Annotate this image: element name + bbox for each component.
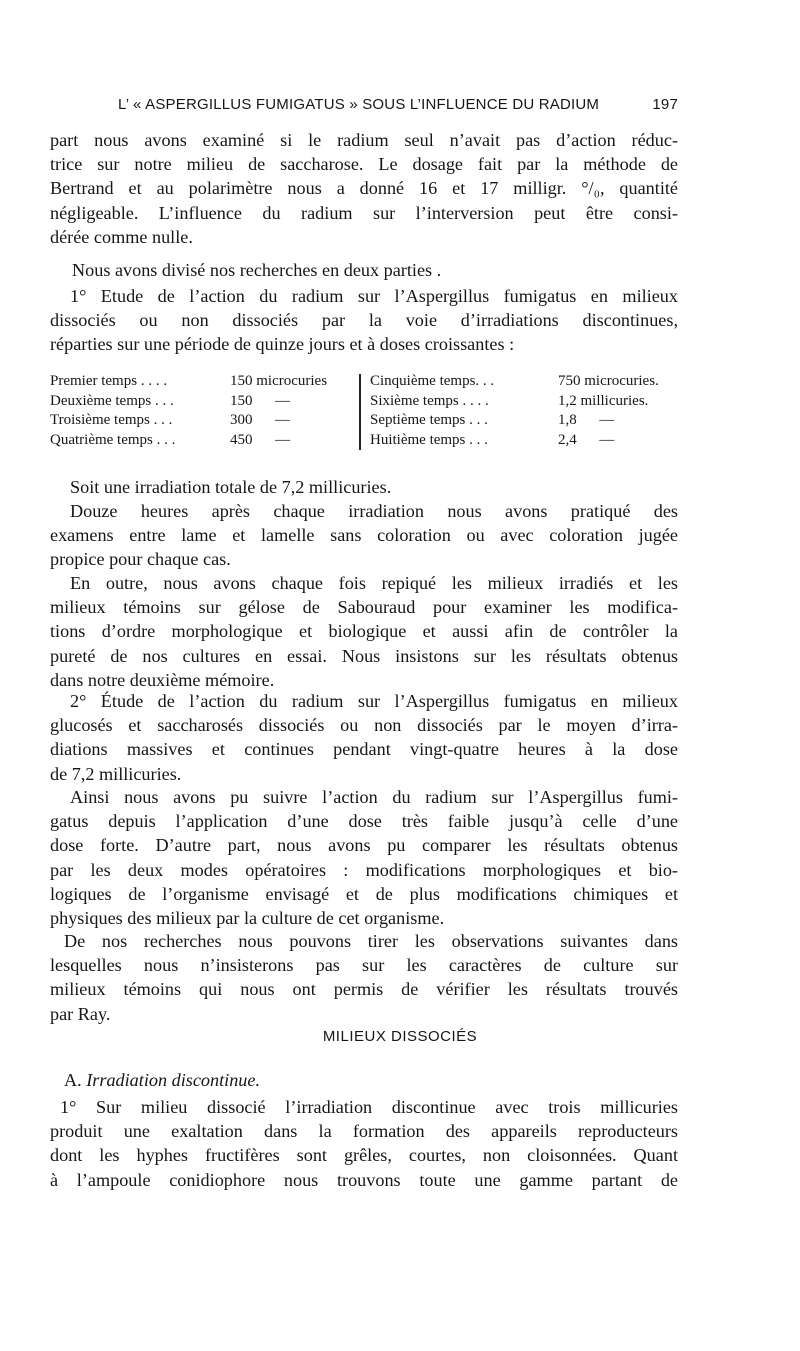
text-line: physiques des milieux par la culture de cet organisme. (50, 908, 445, 929)
row-label: Deuxième temps . . . (50, 392, 174, 409)
irradiation-schedule-table (50, 372, 680, 452)
row-label: Quatrième temps . . . (50, 431, 176, 448)
text-line: Bertrand et au polarimètre nous a donné 16 et 17 milligr. °/₀, quantité (50, 178, 678, 199)
subheading-letter: A. (64, 1070, 82, 1090)
text-line: Douze heures après chaque irradiation nous avons pratiqué des (70, 501, 678, 521)
subheading-title: Irradiation discontinue. (86, 1070, 261, 1090)
text-line: En outre, nous avons chaque fois repiqué les milieux irradiés et les (70, 573, 678, 593)
row-label: Septième temps . . . (370, 412, 488, 428)
table-row (370, 411, 680, 431)
text-line: gatus depuis l’application d’une dose très faible jusqu’à celle d’une (50, 811, 678, 832)
text-line: De nos recherches nous pouvons tirer les observations suivantes dans (64, 931, 678, 951)
paragraph-2 (72, 258, 678, 282)
paragraph-10 (50, 1095, 678, 1192)
paragraph-5 (50, 499, 678, 572)
text-line: dose forte. D’autre part, nous avons pu comparer les résultats obtenus (50, 835, 678, 856)
text-line: par Ray. (50, 1003, 111, 1024)
text-line: à l’ampoule conidiophore nous trouvons toute une gamme partant de (50, 1169, 678, 1190)
text-line: dans notre deuxième mémoire. (50, 669, 275, 690)
subheading (64, 1070, 260, 1091)
text-line: propice pour chaque cas. (50, 549, 231, 570)
text-line: milieux témoins qui nous ont permis de vérifier les résultats trouvés (50, 979, 678, 1000)
table-row (50, 392, 355, 412)
running-header (118, 96, 678, 120)
text-line: Nous avons divisé nos recherches en deux parties . (72, 260, 442, 280)
text-line: Soit une irradiation totale de 7,2 millicuries. (70, 477, 392, 497)
paragraph-8 (50, 785, 678, 930)
section-heading: MILIEUX DISSOCIÉS (322, 1028, 478, 1045)
text-line: par les deux modes opératoires : modifications morphologiques et bio- (50, 859, 678, 880)
row-dose: 1,8 — (558, 412, 615, 428)
row-dose: 450 — (230, 431, 290, 448)
text-line: examens entre lame et lamelle sans coloration ou avec coloration jugée (50, 525, 678, 546)
paragraph-6 (50, 571, 678, 692)
text-line: logiques de l’organisme envisagé et de plus modifications chimiques et (50, 883, 678, 904)
paragraph-1 (50, 128, 678, 249)
text-line: Ainsi nous avons pu suivre l’action du radium sur l’Aspergillus fumi- (70, 787, 678, 807)
paragraph-9 (50, 929, 678, 1026)
row-label: Huitième temps . . . (370, 431, 488, 448)
table-row (370, 392, 680, 412)
paragraph-4 (70, 475, 678, 499)
text-line: diations massives et continues pendant vingt-quatre heures à la dose (50, 739, 678, 760)
text-line: milieux témoins sur gélose de Sabouraud pour examiner les modifica- (50, 597, 678, 618)
text-line: part nous avons examiné si le radium seul n’avait pas d’action réduc- (50, 130, 678, 150)
text-line: 2° Étude de l’action du radium sur l’Aspergillus fumigatus en milieux (70, 691, 678, 711)
row-label: Sixième temps . . . . (370, 392, 489, 409)
text-line: lesquelles nous n’insisterons pas sur les caractères de culture sur (50, 955, 678, 976)
text-line: tions d’ordre morphologique et biologique et aussi afin de contrôler la (50, 621, 678, 642)
text-line: dérée comme nulle. (50, 226, 193, 247)
table-row (370, 372, 680, 392)
paragraph-7 (50, 689, 678, 786)
schedule-column-left (50, 372, 355, 450)
table-row (50, 411, 355, 431)
text-line: négligeable. L’influence du radium sur l’interversion peut être consi- (50, 202, 678, 223)
running-title: L’ « ASPERGILLUS FUMIGATUS » SOUS L’INFLUENCE DU RADIUM (118, 96, 600, 113)
row-dose: 300 — (230, 412, 290, 428)
text-line: dont les hyphes fructifères sont grêles, courtes, non cloisonnées. Quant (50, 1145, 678, 1166)
text-line: réparties sur une période de quinze jours et à doses croissantes : (50, 334, 515, 355)
page-number: 197 (652, 96, 678, 113)
row-dose: 150 — (230, 392, 290, 409)
row-label: Troisième temps . . . (50, 412, 173, 428)
row-label: Premier temps . . . . (50, 373, 168, 389)
table-row (50, 431, 355, 451)
row-dose: 2,4 — (558, 431, 615, 448)
text-line: trice sur notre milieu de saccharose. Le dosage fait par la méthode de (50, 154, 678, 175)
text-line: pureté de nos cultures en essai. Nous insistons sur les résultats obtenus (50, 645, 678, 666)
schedule-column-right (370, 372, 680, 450)
text-line: 1° Sur milieu dissocié l’irradiation discontinue avec trois millicuries (60, 1097, 678, 1117)
text-line: dissociés ou non dissociés par la voie d’irradiations discontinues, (50, 310, 678, 331)
table-row (50, 372, 355, 392)
row-dose: 150 microcuries (230, 373, 328, 389)
column-divider (359, 374, 361, 450)
text-line: glucosés et saccharosés dissociés ou non dissociés par le moyen d’irra- (50, 715, 678, 736)
text-line: de 7,2 millicuries. (50, 763, 182, 784)
row-label: Cinquième temps. . . (370, 373, 495, 389)
row-dose: 1,2 millicuries. (558, 392, 649, 409)
row-dose: 750 microcuries. (558, 373, 659, 389)
table-row (370, 431, 680, 451)
text-line: produit une exaltation dans la formation des appareils reproducteurs (50, 1121, 678, 1142)
text-line: 1° Etude de l’action du radium sur l’Aspergillus fumigatus en milieux (70, 286, 678, 306)
paragraph-3 (50, 284, 678, 357)
